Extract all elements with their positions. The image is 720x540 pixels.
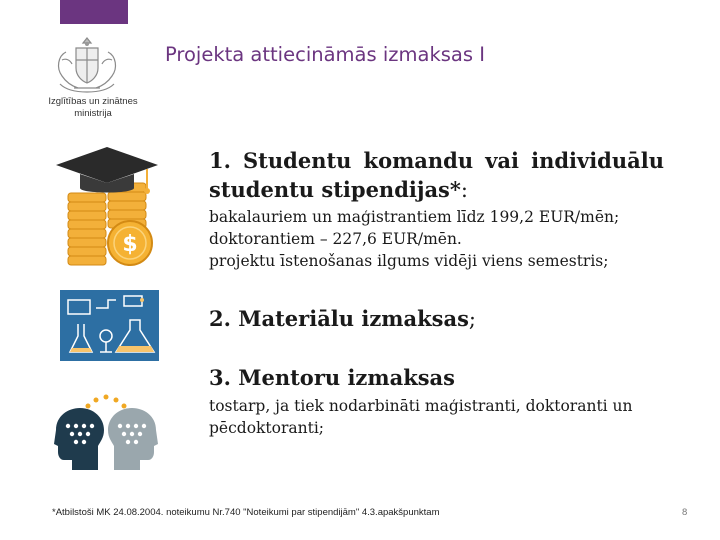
coat-of-arms-logo (52, 34, 122, 96)
item2-heading (209, 306, 476, 331)
top-accent-bar (60, 0, 128, 24)
item1-line: bakalauriem un maģistrantiem līdz 199,2 EUR/mēn; (209, 208, 620, 226)
item1-heading-line2-text: studentu stipendijas* (209, 177, 461, 202)
science-lab-icon (60, 290, 159, 361)
page-title: Projekta attiecināmās izmaksas I (165, 43, 485, 66)
item2-heading-punct: ; (468, 307, 476, 331)
graduation-cap-coins-icon (52, 143, 162, 268)
item3-line: pēcdoktoranti; (209, 419, 325, 437)
ministry-name-line1: Izglītības un zinātnes (48, 96, 138, 107)
item1-heading-line2 (209, 175, 468, 205)
page-number: 8 (682, 507, 688, 518)
item3-heading: 3. Mentoru izmaksas (209, 365, 455, 390)
item1-heading-punct: : (460, 178, 468, 202)
item3-line: tostarp, ja tiek nodarbināti maģistranti, doktoranti un (209, 397, 633, 415)
item1-line: doktorantiem – 227,6 EUR/mēn. (209, 230, 462, 248)
heads-idea-icon (50, 390, 162, 478)
item2-heading-text: 2. Materiālu izmaksas (209, 306, 469, 331)
ministry-name (40, 96, 146, 120)
footnote: *Atbilstoši MK 24.08.2004. noteikumu Nr.740 "Noteikumi par stipendijām" 4.3.apakšpunktam (52, 507, 440, 518)
item1-line: projektu īstenošanas ilgums vidēji viens semestris; (209, 252, 609, 270)
svg-text:$: $ (122, 232, 138, 257)
item1-heading-line1: 1. Studentu komandu vai individuālu (209, 148, 664, 173)
ministry-name-line2: ministrija (74, 108, 112, 119)
